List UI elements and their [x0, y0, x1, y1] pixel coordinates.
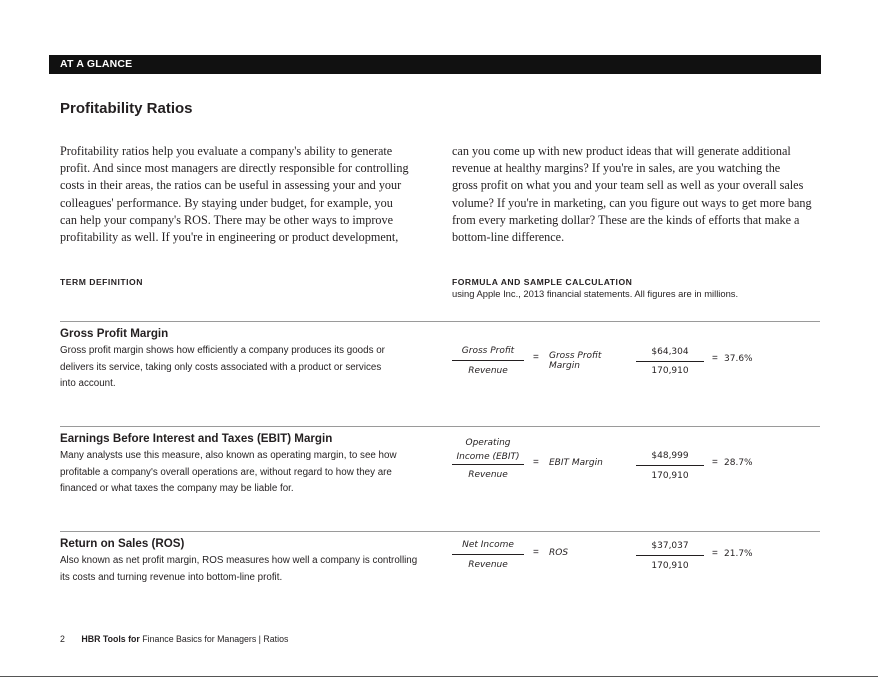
equals-sign: =	[712, 548, 718, 559]
result-line: ROS	[549, 548, 569, 558]
ratio-name: Earnings Before Interest and Taxes (EBIT) Margin	[60, 432, 333, 445]
result-line: Margin	[549, 361, 580, 371]
intro-line: can you come up with new product ideas that will generate additional	[452, 144, 791, 158]
intro-line: revenue at healthy margins? If you're in sales, are you watching the	[452, 161, 781, 176]
term-definition-heading: TERM DEFINITION	[60, 277, 143, 287]
definition-line: delivers its service, taking only costs associated with a product or services	[60, 361, 382, 373]
sample-denominator: 170,910	[651, 471, 689, 481]
intro-line: colleagues' performance. By staying under budget, for example, you	[60, 195, 393, 210]
row-divider	[60, 531, 820, 532]
intro-line: from every marketing dollar? These are the kinds of efforts that make a	[452, 212, 800, 227]
page-footer	[60, 634, 288, 644]
fraction-bar	[636, 555, 704, 556]
sample-result: 28.7%	[724, 458, 753, 468]
definition-line: into account.	[60, 378, 116, 389]
equals-sign: =	[712, 457, 718, 468]
ratio-term	[60, 327, 440, 393]
intro-right-column	[452, 143, 817, 246]
equals-sign: =	[533, 547, 539, 558]
fraction-bar	[452, 464, 524, 465]
intro-line: profitability as well. If you're in engineering or product development,	[60, 230, 399, 245]
equals-sign: =	[533, 457, 539, 468]
intro-line: bottom-line difference.	[452, 230, 565, 245]
sample-result: 37.6%	[724, 354, 753, 364]
formula-result	[549, 458, 603, 468]
definition-line: its costs and turning revenue into bottom-line profit.	[60, 571, 283, 583]
footer-brand: HBR Tools for	[81, 634, 140, 644]
bottom-rule	[0, 676, 878, 677]
sample-numerator: $64,304	[651, 347, 689, 357]
definition-line: profitable a company's overall operations are, without regard to how they are	[60, 466, 392, 478]
result-line: EBIT Margin	[549, 458, 603, 468]
intro-line: profit. And since most managers are directly responsible for controlling	[60, 161, 409, 176]
ratio-definition	[60, 343, 440, 393]
formula-heading: FORMULA AND SAMPLE CALCULATION	[452, 277, 633, 287]
intro-line: volume? If you're in marketing, can you figure out ways to get more bang	[452, 195, 812, 210]
ratio-name: Gross Profit Margin	[60, 327, 169, 340]
ratio-definition	[60, 448, 440, 498]
equals-sign: =	[533, 352, 539, 363]
intro-line: can help your company's ROS. There may be other ways to improve	[60, 212, 393, 227]
at-a-glance-banner	[49, 55, 821, 74]
row-divider	[60, 426, 820, 427]
numerator-line: Operating	[465, 438, 511, 448]
formula-numerator: Gross Profit	[461, 346, 515, 356]
page-title: Profitability Ratios	[60, 100, 193, 117]
numerator-line: Income (EBIT)	[456, 452, 520, 462]
definition-line: financed or what taxes the company may be liable for.	[60, 483, 294, 494]
intro-line: gross profit on what you and your team sell as well as your overall sales	[452, 178, 804, 193]
fraction-bar	[636, 361, 704, 362]
intro-line: Profitability ratios help you evaluate a company's ability to generate	[60, 144, 393, 158]
sample-numerator: $48,999	[651, 451, 689, 461]
sample-denominator: 170,910	[651, 366, 689, 376]
page-number: 2	[60, 634, 65, 644]
formula-numerator	[452, 436, 524, 464]
ratio-name: Return on Sales (ROS)	[60, 537, 185, 550]
formula-result	[549, 548, 568, 558]
formula-subheading: using Apple Inc., 2013 financial statements. All figures are in millions.	[452, 288, 739, 299]
formula-denominator: Revenue	[468, 560, 508, 570]
formula-result	[549, 351, 601, 371]
formula-denominator: Revenue	[468, 470, 508, 480]
intro-left-column	[60, 143, 425, 246]
equals-sign: =	[712, 353, 718, 364]
definition-line: Many analysts use this measure, also known as operating margin, to see how	[60, 450, 397, 461]
fraction-bar	[636, 465, 704, 466]
sample-numerator: $37,037	[651, 541, 689, 551]
formula-denominator: Revenue	[468, 366, 508, 376]
banner-label: AT A GLANCE	[60, 58, 133, 70]
sample-result: 21.7%	[724, 549, 753, 559]
definition-line: Gross profit margin shows how efficiently a company produces its goods or	[60, 345, 385, 356]
footer-section: Ratios	[263, 634, 289, 644]
ratio-term	[60, 537, 440, 586]
intro-line: costs in their areas, the ratios can be useful in assessing your and your	[60, 178, 402, 193]
result-line: Gross Profit	[549, 351, 602, 361]
row-divider	[60, 321, 820, 322]
footer-book-title: Finance Basics for Managers	[142, 634, 257, 644]
footer-separator: |	[258, 634, 261, 644]
sample-denominator: 170,910	[651, 561, 689, 571]
fraction-bar	[452, 554, 524, 555]
ratio-term	[60, 432, 440, 498]
formula-numerator: Net Income	[462, 540, 514, 550]
fraction-bar	[452, 360, 524, 361]
definition-line: Also known as net profit margin, ROS measures how well a company is controlling	[60, 555, 418, 566]
ratio-definition	[60, 553, 440, 586]
